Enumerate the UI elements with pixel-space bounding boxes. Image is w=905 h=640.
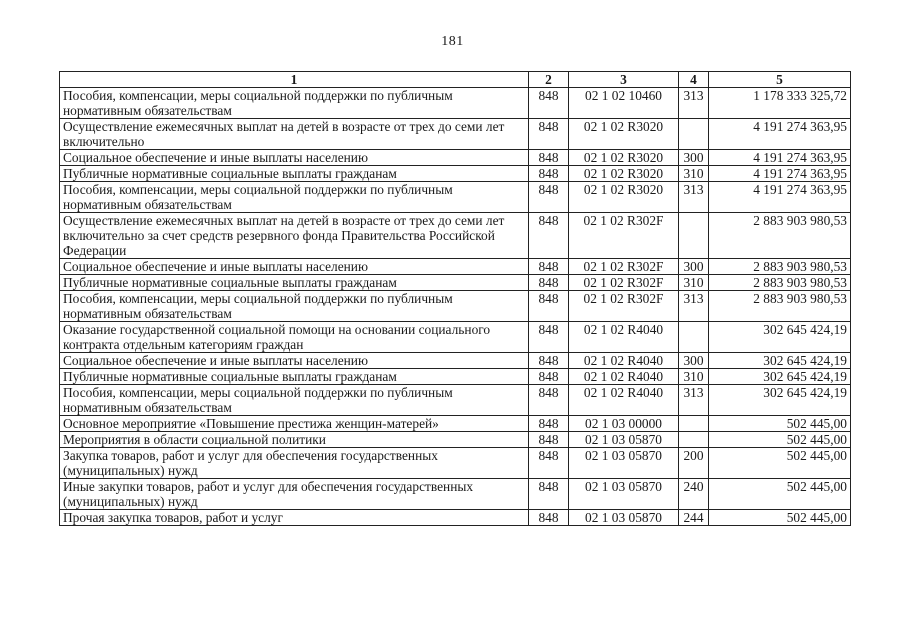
- row-grbs: 848: [529, 119, 569, 150]
- row-name: Пособия, компенсации, меры социальной поддержки по публичным нормативным обязательствам: [60, 182, 529, 213]
- row-sum: 2 883 903 980,53: [709, 275, 851, 291]
- table-row: [60, 119, 851, 150]
- row-sum: 4 191 274 363,95: [709, 119, 851, 150]
- row-csr: 02 1 02 R3020: [569, 166, 679, 182]
- row-vr: [679, 322, 709, 353]
- header-col-5: 5: [709, 72, 851, 88]
- row-vr: 240: [679, 479, 709, 510]
- row-grbs: 848: [529, 150, 569, 166]
- table-row: [60, 275, 851, 291]
- row-vr: 200: [679, 448, 709, 479]
- row-name: Публичные нормативные социальные выплаты гражданам: [60, 369, 529, 385]
- row-grbs: 848: [529, 416, 569, 432]
- row-name: Основное мероприятие «Повышение престижа женщин-матерей»: [60, 416, 529, 432]
- row-vr: 313: [679, 88, 709, 119]
- row-vr: [679, 432, 709, 448]
- row-csr: 02 1 02 R4040: [569, 369, 679, 385]
- row-vr: 310: [679, 275, 709, 291]
- row-vr: 300: [679, 259, 709, 275]
- row-csr: 02 1 02 R4040: [569, 322, 679, 353]
- table-row: [60, 385, 851, 416]
- row-name: Прочая закупка товаров, работ и услуг: [60, 510, 529, 526]
- header-col-2: 2: [529, 72, 569, 88]
- row-grbs: 848: [529, 353, 569, 369]
- row-vr: 300: [679, 353, 709, 369]
- row-csr: 02 1 02 R3020: [569, 150, 679, 166]
- page-number: 181: [441, 34, 464, 49]
- row-sum: 502 445,00: [709, 432, 851, 448]
- row-sum: 302 645 424,19: [709, 385, 851, 416]
- row-grbs: 848: [529, 322, 569, 353]
- row-name: Осуществление ежемесячных выплат на детей в возрасте от трех до семи лет включительно: [60, 119, 529, 150]
- row-name: Иные закупки товаров, работ и услуг для обеспечения государственных (муниципальных) нужд: [60, 479, 529, 510]
- row-grbs: 848: [529, 182, 569, 213]
- row-vr: 313: [679, 385, 709, 416]
- row-grbs: 848: [529, 213, 569, 259]
- table-row: [60, 432, 851, 448]
- row-csr: 02 1 02 R302F: [569, 259, 679, 275]
- row-name: Социальное обеспечение и иные выплаты населению: [60, 259, 529, 275]
- row-csr: 02 1 02 R302F: [569, 291, 679, 322]
- row-csr: 02 1 03 05870: [569, 432, 679, 448]
- row-sum: 4 191 274 363,95: [709, 166, 851, 182]
- row-vr: [679, 119, 709, 150]
- row-sum: 302 645 424,19: [709, 353, 851, 369]
- row-csr: 02 1 02 R302F: [569, 275, 679, 291]
- row-csr: 02 1 02 R4040: [569, 353, 679, 369]
- row-grbs: 848: [529, 385, 569, 416]
- row-grbs: 848: [529, 369, 569, 385]
- table-row: [60, 369, 851, 385]
- row-vr: 313: [679, 291, 709, 322]
- row-sum: 2 883 903 980,53: [709, 259, 851, 275]
- row-csr: 02 1 02 R3020: [569, 119, 679, 150]
- header-col-1: 1: [60, 72, 529, 88]
- table-row: [60, 448, 851, 479]
- row-sum: 2 883 903 980,53: [709, 291, 851, 322]
- row-csr: 02 1 03 05870: [569, 510, 679, 526]
- table-row: [60, 166, 851, 182]
- row-csr: 02 1 02 10460: [569, 88, 679, 119]
- row-vr: 310: [679, 369, 709, 385]
- row-sum: 302 645 424,19: [709, 322, 851, 353]
- row-vr: 244: [679, 510, 709, 526]
- row-grbs: 848: [529, 510, 569, 526]
- table-row: [60, 182, 851, 213]
- table-row: [60, 322, 851, 353]
- row-vr: [679, 213, 709, 259]
- row-grbs: 848: [529, 479, 569, 510]
- row-name: Закупка товаров, работ и услуг для обеспечения государственных (муниципальных) нужд: [60, 448, 529, 479]
- row-sum: 502 445,00: [709, 448, 851, 479]
- row-grbs: 848: [529, 432, 569, 448]
- row-csr: 02 1 03 05870: [569, 448, 679, 479]
- row-csr: 02 1 03 05870: [569, 479, 679, 510]
- row-grbs: 848: [529, 275, 569, 291]
- row-name: Социальное обеспечение и иные выплаты населению: [60, 353, 529, 369]
- table-row: [60, 259, 851, 275]
- row-csr: 02 1 02 R4040: [569, 385, 679, 416]
- row-name: Осуществление ежемесячных выплат на детей в возрасте от трех до семи лет включительно за счет средств резервного фонда Правительства Российской Федерации: [60, 213, 529, 259]
- row-grbs: 848: [529, 259, 569, 275]
- row-sum: 502 445,00: [709, 510, 851, 526]
- table-row: [60, 291, 851, 322]
- row-csr: 02 1 03 00000: [569, 416, 679, 432]
- row-sum: 2 883 903 980,53: [709, 213, 851, 259]
- row-name: Публичные нормативные социальные выплаты гражданам: [60, 275, 529, 291]
- row-name: Публичные нормативные социальные выплаты гражданам: [60, 166, 529, 182]
- row-csr: 02 1 02 R3020: [569, 182, 679, 213]
- row-name: Мероприятия в области социальной политики: [60, 432, 529, 448]
- row-vr: 310: [679, 166, 709, 182]
- row-name: Пособия, компенсации, меры социальной поддержки по публичным нормативным обязательствам: [60, 291, 529, 322]
- table-row: [60, 510, 851, 526]
- header-row: [60, 72, 851, 88]
- row-sum: 502 445,00: [709, 479, 851, 510]
- row-csr: 02 1 02 R302F: [569, 213, 679, 259]
- row-vr: 313: [679, 182, 709, 213]
- header-col-4: 4: [679, 72, 709, 88]
- row-grbs: 848: [529, 291, 569, 322]
- row-vr: [679, 416, 709, 432]
- row-name: Пособия, компенсации, меры социальной поддержки по публичным нормативным обязательствам: [60, 88, 529, 119]
- table-row: [60, 213, 851, 259]
- table-row: [60, 150, 851, 166]
- row-grbs: 848: [529, 448, 569, 479]
- row-name: Пособия, компенсации, меры социальной поддержки по публичным нормативным обязательствам: [60, 385, 529, 416]
- table-row: [60, 479, 851, 510]
- row-sum: 4 191 274 363,95: [709, 150, 851, 166]
- table-row: [60, 88, 851, 119]
- row-grbs: 848: [529, 166, 569, 182]
- table-row: [60, 416, 851, 432]
- budget-table: [59, 71, 851, 526]
- row-name: Социальное обеспечение и иные выплаты населению: [60, 150, 529, 166]
- row-sum: 502 445,00: [709, 416, 851, 432]
- row-grbs: 848: [529, 88, 569, 119]
- row-vr: 300: [679, 150, 709, 166]
- table-row: [60, 353, 851, 369]
- row-sum: 4 191 274 363,95: [709, 182, 851, 213]
- row-sum: 302 645 424,19: [709, 369, 851, 385]
- row-name: Оказание государственной социальной помощи на основании социального контракта отдельным категориям граждан: [60, 322, 529, 353]
- header-col-3: 3: [569, 72, 679, 88]
- row-sum: 1 178 333 325,72: [709, 88, 851, 119]
